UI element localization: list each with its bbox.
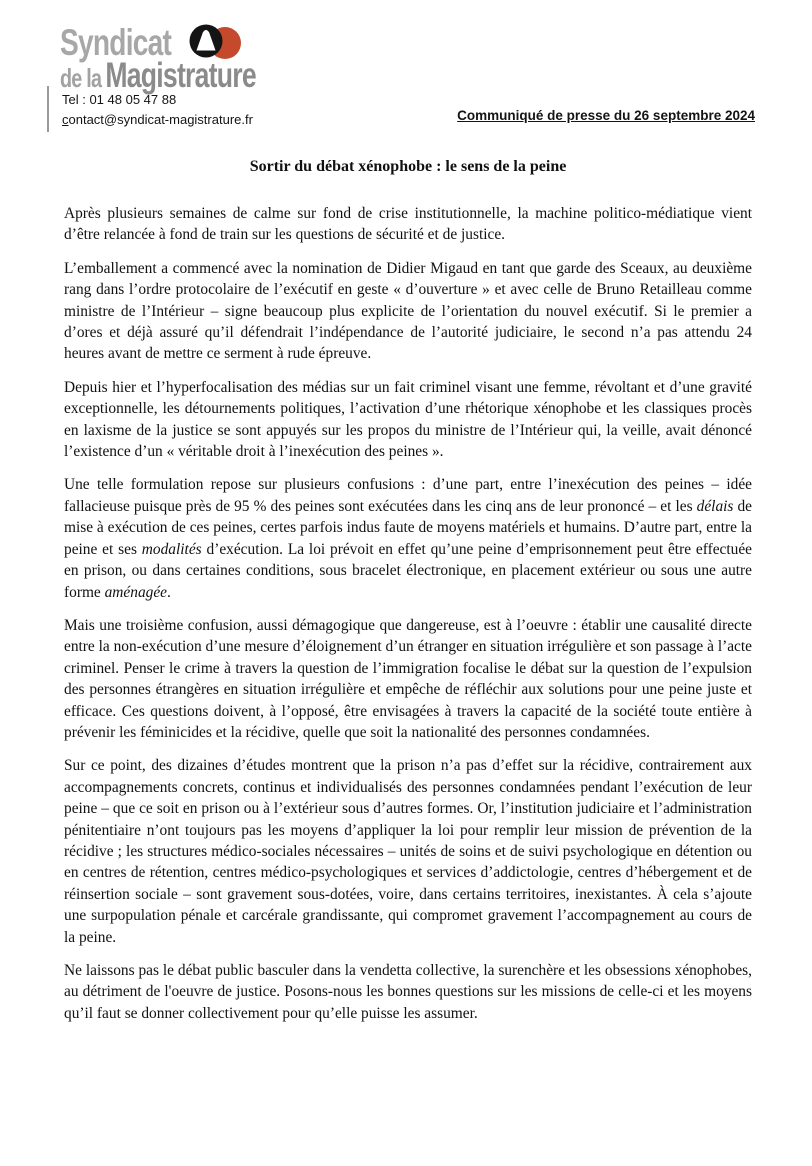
email-link[interactable] xyxy=(62,112,253,127)
phone-number: Tel : 01 48 05 47 88 xyxy=(62,92,177,107)
email-line xyxy=(62,110,253,130)
email-rest: ontact@syndicat-magistrature.fr xyxy=(68,112,253,127)
paragraph: Depuis hier et l’hyperfocalisation des médias sur un fait criminel visant une femme, révoltant et d’une gravité exceptionnelle, les détournements politiques, l’activation d’une rhétorique xénophobe et les classiques procès en laxisme de la justice se sont appuyés sur les propos du ministre de l’Intérieur qui, la veille, avait dénoncé l’existence d’un « véritable droit à l’inexécution des peines ». xyxy=(64,378,752,461)
paragraph: Sur ce point, des dizaines d’études montrent que la prison n’a pas d’effet sur la récidive, contrairement aux accompagnements concrets, continus et individualisés des personnes condamnées pendant l’exécution de leur peine – que ce soit en prison ou à l’extérieur sous d’autres formes. Or, l’institution judiciaire et l’administration pénitentiaire n’ont toujours pas les moyens d’appliquer la loi pour remplir leur mission de prévention de la récidive ; les structures médico-sociales nécessaires – unités de soins et de suivi psychologique en détention ou en centres de rétention, centres médico-psychologiques et services d’addictologie, centres d’hébergement et de réinsertion sociale – sont gravement sous-dotées, voire, dans certains territoires, inexistantes. À cela s’ajoute une surpopulation pénale et carcérale grandissante, qui compromet gravement l’accompagnement au cours de la peine. xyxy=(64,757,752,946)
logo-word-magistrature-text: Magistrature xyxy=(105,56,256,95)
organization-logo xyxy=(60,22,320,94)
press-release-date-label: Communiqué de presse du 26 septembre 2024 xyxy=(457,108,755,123)
email-first-letter: c xyxy=(62,112,69,127)
paragraph: Ne laissons pas le débat public basculer dans la vendetta collective, la surenchère et les obsessions xénophobes, au détriment de l'oeuvre de justice. Posons-nous les bonnes questions sur les missions de celle-ci et les moyens qu’il faut se donner collectivement pour qu’elle puisse les assumer. xyxy=(64,962,752,1022)
paragraph: Une telle formulation repose sur plusieurs confusions : d’une part, entre l’inexécution des peines – idée fallacieuse puisque près de 95 % des peines sont exécutées dans les cinq ans de leur prononcé – et les délais de mise à exécution de ces peines, certes parfois indus faute de moyens matériels et humains. D’autre part, entre la peine et ses modalités d’exécution. La loi prévoit en effet qu’une peine d’emprisonnement peut être effectuée en prison, ou dans certaines conditions, sous bracelet électronique, en placement extérieur ou sous une autre forme aménagée. xyxy=(64,476,753,601)
paragraph: Après plusieurs semaines de calme sur fond de crise institutionnelle, la machine politico-médiatique vient d’être relancée à fond de train sur les questions de sécurité et de justice. xyxy=(64,205,752,244)
paragraph: L’emballement a commencé avec la nomination de Didier Migaud en tant que garde des Sceaux, au deuxième rang dans l’ordre protocolaire de l’exécutif en geste « d’ouverture » et avec celle de Bruno Retailleau comme ministre de l’Intérieur – signe beaucoup plus explicite de l’orientation du nouvel exécutif. Si le premier a d’ores et déjà assuré qu’il défendrait l’indépendance de l’autorité judiciaire, le second n’a pas attendu 24 heures avant de mettre ce serment à rude épreuve. xyxy=(64,259,752,363)
logo-word-magistrature xyxy=(60,58,256,93)
contact-divider-bar xyxy=(47,86,49,132)
contact-block xyxy=(62,90,253,130)
paragraph: Mais une troisième confusion, aussi démagogique que dangereuse, est à l’oeuvre : établir une causalité directe entre la non-exécution d’une mesure d’éloignement d’un étranger en situation irrégulière et son passage à l’acte criminel. Penser le crime à travers la question de l’immigration focalise le débat sur la question de l’expulsion des personnes étrangères en situation irrégulière et empêche de réfléchir aux solutions pour une peine juste et efficace. Ces questions doivent, à l’opposé, être envisagées à travers la capacité de la société toute entière à prévenir les féminicides et la récidive, quelle que soit la nationalité des personnes condamnées. xyxy=(64,616,752,741)
document-main xyxy=(64,158,752,1024)
document-body-text xyxy=(64,203,752,1024)
logo-word-de-la: de la xyxy=(60,63,102,93)
document-title: Sortir du débat xénophobe : le sens de la peine xyxy=(249,158,567,175)
logo-word-syndicat: Syndicat xyxy=(60,22,172,63)
